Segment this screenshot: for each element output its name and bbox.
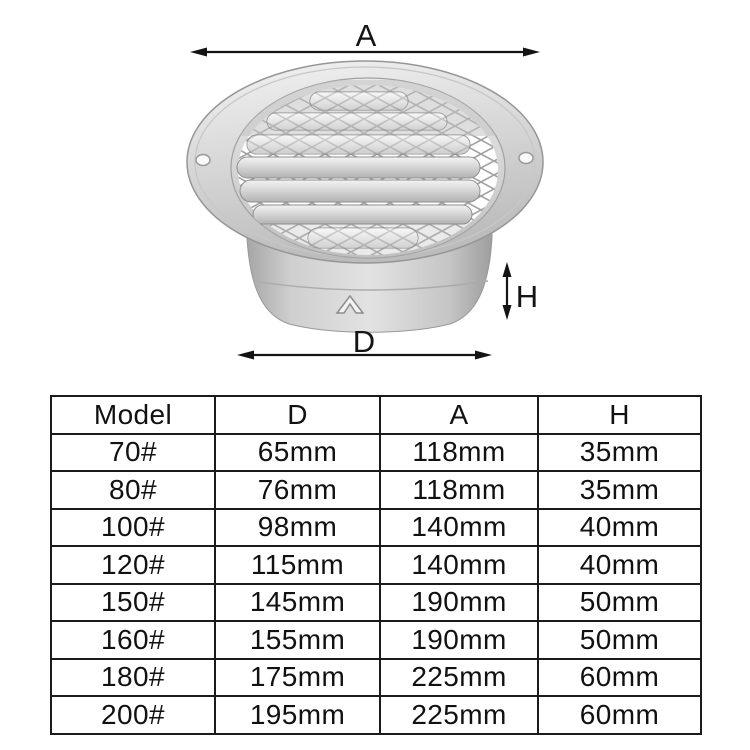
spec-table-body: [51, 434, 701, 734]
table-row: [51, 584, 701, 622]
table-cell: 200#: [51, 696, 215, 734]
table-cell: 190mm: [380, 621, 538, 659]
table-row: [51, 509, 701, 547]
table-cell: 98mm: [215, 509, 380, 547]
dimension-d-arrow: [237, 324, 492, 360]
table-cell: 145mm: [215, 584, 380, 622]
screw-hole-left: [196, 155, 210, 166]
table-cell: 180#: [51, 659, 215, 697]
arrowhead-left-icon: [237, 351, 254, 360]
table-cell: 50mm: [538, 621, 701, 659]
column-header-a: A: [380, 396, 538, 434]
table-cell: 225mm: [380, 696, 538, 734]
arrowhead-right-icon: [523, 48, 540, 57]
table-cell: 190mm: [380, 584, 538, 622]
table-cell: 175mm: [215, 659, 380, 697]
table-cell: 225mm: [380, 659, 538, 697]
dimension-a-arrow: [190, 18, 540, 57]
spec-table: [50, 395, 702, 735]
table-cell: 140mm: [380, 509, 538, 547]
table-row: [51, 659, 701, 697]
column-header-d: D: [215, 396, 380, 434]
table-cell: 118mm: [380, 434, 538, 472]
table-cell: 60mm: [538, 696, 701, 734]
table-cell: 76mm: [215, 471, 380, 509]
table-cell: 40mm: [538, 509, 701, 547]
dimension-h-label: H: [515, 279, 539, 314]
table-cell: 60mm: [538, 659, 701, 697]
dimension-h-arrow: [503, 262, 539, 320]
table-row: [51, 696, 701, 734]
table-cell: 80#: [51, 471, 215, 509]
table-row: [51, 546, 701, 584]
table-cell: 35mm: [538, 471, 701, 509]
arrowhead-down-icon: [503, 305, 512, 320]
table-cell: 155mm: [215, 621, 380, 659]
table-cell: 195mm: [215, 696, 380, 734]
table-row: [51, 621, 701, 659]
table-cell: 160#: [51, 621, 215, 659]
screw-hole-right: [519, 153, 533, 164]
dimension-d-label: D: [352, 324, 376, 359]
table-cell: 120#: [51, 546, 215, 584]
arrowhead-right-icon: [475, 351, 492, 360]
dimension-a-label: A: [355, 18, 377, 53]
table-row: [51, 434, 701, 472]
table-cell: 65mm: [215, 434, 380, 472]
table-cell: 40mm: [538, 546, 701, 584]
table-cell: 50mm: [538, 584, 701, 622]
table-cell: 35mm: [538, 434, 701, 472]
arrowhead-up-icon: [503, 262, 512, 277]
arrowhead-left-icon: [190, 48, 207, 57]
table-cell: 70#: [51, 434, 215, 472]
table-cell: 140mm: [380, 546, 538, 584]
table-row: [51, 471, 701, 509]
table-cell: 100#: [51, 509, 215, 547]
table-cell: 118mm: [380, 471, 538, 509]
spec-table-container: [50, 395, 700, 735]
column-header-model: Model: [51, 396, 215, 434]
table-cell: 150#: [51, 584, 215, 622]
table-header-row: [51, 396, 701, 434]
table-cell: 115mm: [215, 546, 380, 584]
column-header-h: H: [538, 396, 701, 434]
